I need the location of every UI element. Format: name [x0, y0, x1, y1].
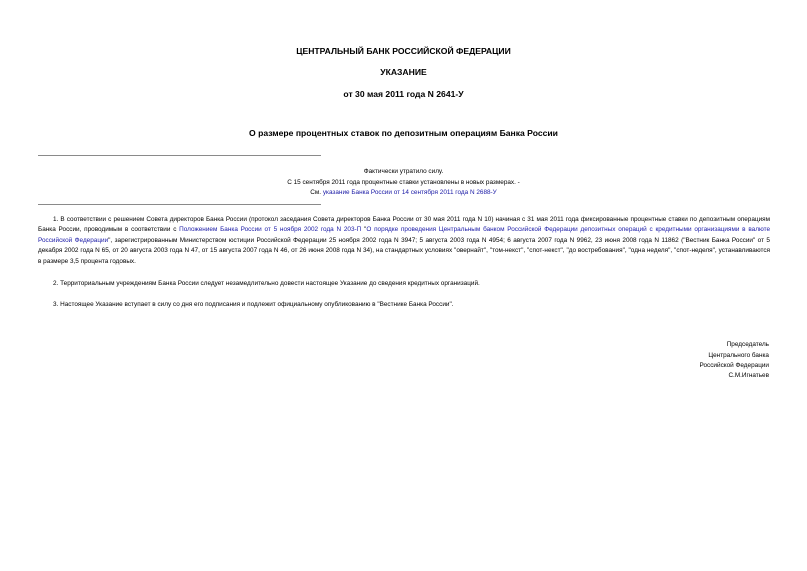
paragraph-1-text-c: ", зарегистрированным Министерством юстиции Российской Федерации 25 ноября 2002 года N 3947; 5 августа 2003 года N 4954; 6 августа 2007 года N 9962, 23 июня 2008 года N 11862 ("Вестник Банка России" от 5 декабря 2002 года N 65, от 20 августа 2003 года N 47, от 15 августа 2007 года N 46, от 26 июня 2008 года N 34), на стандартных условиях "овернайт", "том-некст", "спот-некст", "до востребования", "одна неделя", "спот-неделя", устанавливаются в размере 3,5 процента годовых.: [38, 236, 770, 265]
status-line-1: Фактически утратило силу.: [363, 168, 444, 175]
paragraph-1-text-a: 1. В соответствии с решением Совета директоров Банка России (протокол заседания Совета директоров Банка России от 30 мая 2011 года N 10) начиная с 31 мая 2011 года фиксированные процентные ставки по депозитным операциям Банка России, проводимым в соответствии с: [38, 216, 770, 234]
document-title: О размере процентных ставок по депозитным операциям Банка России: [249, 128, 558, 138]
signatory-name: С.М.Игнатьев: [728, 372, 769, 379]
divider-top: [38, 155, 321, 156]
status-line-2: С 15 сентября 2011 года процентные ставки установлены в новых размерах. -: [287, 179, 520, 186]
paragraph-1-text-b: ": [361, 226, 367, 234]
status-line-3: [0, 188, 807, 199]
signature-organization-2: Российской Федерации: [699, 362, 769, 369]
link-regulation-203p[interactable]: Положением Банка России от 5 ноября 2002 года N 203-П: [179, 226, 362, 234]
paragraph-2-text: 2. Территориальным учреждениям Банка России следует незамедлительно довести настоящее Указание до сведения кредитных организаций.: [53, 280, 480, 287]
document-type: УКАЗАНИЕ: [380, 67, 427, 77]
issuing-organization: ЦЕНТРАЛЬНЫЙ БАНК РОССИЙСКОЙ ФЕДЕРАЦИИ: [296, 46, 511, 56]
paragraph-2: [38, 279, 770, 289]
document-date-number: от 30 мая 2011 года N 2641-У: [343, 89, 464, 99]
divider-bottom: [38, 204, 321, 205]
paragraph-3: [38, 300, 770, 310]
link-deposit-operations-procedure[interactable]: О порядке проведения Центральным банком Российской Федерации депозитных операций с кредитными организациями в валюте Российской Федерации: [38, 226, 771, 244]
signature-position: Председатель: [726, 341, 769, 348]
paragraph-1: [38, 215, 770, 267]
link-replacing-instruction[interactable]: указание Банка России от 14 сентября 2011 года N 2688-У: [322, 189, 497, 196]
status-see-prefix: См.: [310, 189, 323, 196]
signature-organization-1: Центрального банка: [708, 352, 769, 359]
paragraph-3-text: 3. Настоящее Указание вступает в силу со дня его подписания и подлежит официальному опубликованию в "Вестнике Банка России".: [53, 301, 454, 308]
